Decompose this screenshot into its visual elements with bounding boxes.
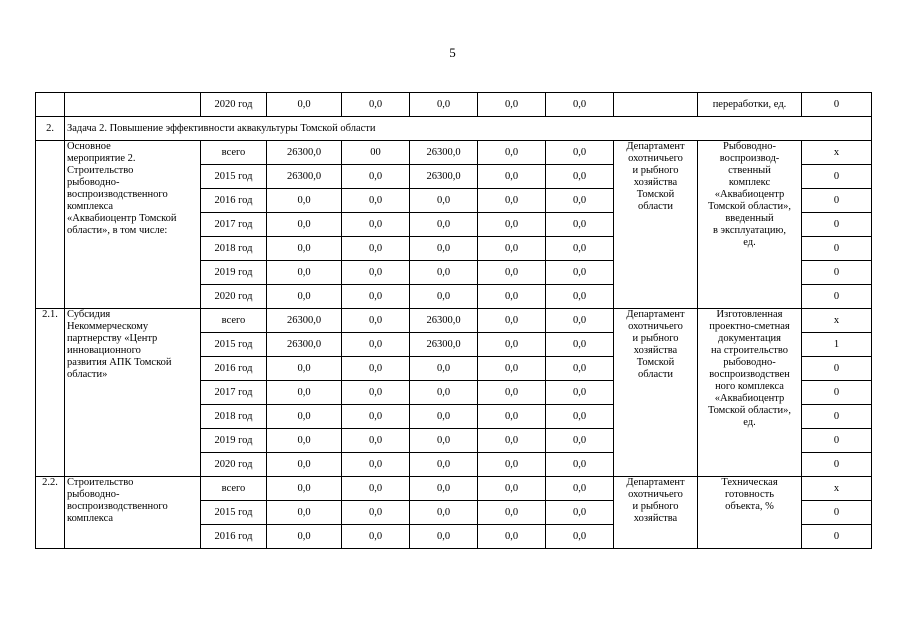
value-cell: 0,0 bbox=[546, 213, 614, 237]
indicator-value-cell: 0 bbox=[802, 213, 872, 237]
indicator-cell: Рыбоводно- воспроизвод- ственный комплекс «Аквабиоцентр Томской области», введенный в эксплуатацию, ед. bbox=[698, 141, 802, 309]
value-cell: 0,0 bbox=[410, 357, 478, 381]
value-cell: 0,0 bbox=[478, 237, 546, 261]
value-cell: 00 bbox=[342, 141, 410, 165]
value-cell: 0,0 bbox=[410, 189, 478, 213]
value-cell: 0,0 bbox=[410, 93, 478, 117]
table-row bbox=[36, 477, 872, 501]
activity-title: Строительство рыбоводно- воспроизводственного комплекса bbox=[65, 477, 201, 549]
program-table bbox=[35, 92, 872, 549]
value-cell: 26300,0 bbox=[410, 333, 478, 357]
value-cell: 0,0 bbox=[267, 453, 342, 477]
value-cell: 0,0 bbox=[267, 405, 342, 429]
value-cell: 0,0 bbox=[478, 213, 546, 237]
indicator-value-cell: 0 bbox=[802, 405, 872, 429]
year-cell: 2015 год bbox=[201, 333, 267, 357]
value-cell: 0,0 bbox=[342, 453, 410, 477]
task-row bbox=[36, 117, 872, 141]
year-cell: 2016 год bbox=[201, 189, 267, 213]
value-cell: 0,0 bbox=[342, 525, 410, 549]
year-cell: 2020 год bbox=[201, 453, 267, 477]
indicator-cell: Изготовленная проектно-сметная документация на строительство рыбоводно- воспроизводствен ного комплекса «Аквабиоцентр Томской области», ед. bbox=[698, 309, 802, 477]
value-cell: 0,0 bbox=[478, 525, 546, 549]
value-cell: 0,0 bbox=[342, 261, 410, 285]
indicator-cell: переработки, ед. bbox=[698, 93, 802, 117]
indicator-value-cell: 0 bbox=[802, 93, 872, 117]
activity-title: Основное мероприятие 2. Строительство рыбоводно- воспроизводственного комплекса «Аквабиоцентр Томской области», в том числе: bbox=[65, 141, 201, 309]
value-cell: 0,0 bbox=[267, 189, 342, 213]
value-cell: 0,0 bbox=[410, 453, 478, 477]
value-cell: 26300,0 bbox=[267, 333, 342, 357]
value-cell: 0,0 bbox=[342, 333, 410, 357]
value-cell: 0,0 bbox=[267, 213, 342, 237]
value-cell: 0,0 bbox=[546, 189, 614, 213]
value-cell: 0,0 bbox=[410, 285, 478, 309]
value-cell: 0,0 bbox=[478, 93, 546, 117]
value-cell: 0,0 bbox=[267, 93, 342, 117]
value-cell: 0,0 bbox=[410, 237, 478, 261]
value-cell: 0,0 bbox=[410, 477, 478, 501]
indicator-value-cell: 0 bbox=[802, 429, 872, 453]
value-cell: 0,0 bbox=[546, 501, 614, 525]
value-cell: 0,0 bbox=[410, 405, 478, 429]
indicator-value-cell: 0 bbox=[802, 189, 872, 213]
value-cell: 0,0 bbox=[342, 189, 410, 213]
indicator-value-cell: 0 bbox=[802, 237, 872, 261]
value-cell: 0,0 bbox=[478, 165, 546, 189]
value-cell: 26300,0 bbox=[410, 309, 478, 333]
value-cell: 0,0 bbox=[546, 333, 614, 357]
value-cell: 26300,0 bbox=[410, 165, 478, 189]
value-cell: 0,0 bbox=[546, 261, 614, 285]
department-cell bbox=[614, 93, 698, 117]
value-cell: 0,0 bbox=[478, 285, 546, 309]
value-cell: 0,0 bbox=[267, 285, 342, 309]
task-title: Задача 2. Повышение эффективности аквакультуры Томской области bbox=[65, 117, 872, 141]
year-cell: 2019 год bbox=[201, 261, 267, 285]
task-number: 2. bbox=[36, 117, 65, 141]
value-cell: 0,0 bbox=[342, 405, 410, 429]
value-cell: 0,0 bbox=[546, 429, 614, 453]
value-cell: 0,0 bbox=[342, 357, 410, 381]
indicator-value-cell: 0 bbox=[802, 285, 872, 309]
value-cell: 0,0 bbox=[546, 381, 614, 405]
value-cell: 0,0 bbox=[546, 405, 614, 429]
indicator-value-cell: 0 bbox=[802, 501, 872, 525]
value-cell: 0,0 bbox=[546, 141, 614, 165]
year-cell: 2015 год bbox=[201, 165, 267, 189]
indicator-value-cell: х bbox=[802, 309, 872, 333]
value-cell: 0,0 bbox=[267, 261, 342, 285]
indicator-value-cell: 0 bbox=[802, 453, 872, 477]
item-number: 2.1. bbox=[36, 309, 65, 477]
value-cell: 0,0 bbox=[267, 429, 342, 453]
year-cell: 2018 год bbox=[201, 405, 267, 429]
value-cell: 0,0 bbox=[410, 261, 478, 285]
value-cell: 0,0 bbox=[342, 429, 410, 453]
value-cell: 0,0 bbox=[478, 453, 546, 477]
value-cell: 0,0 bbox=[267, 237, 342, 261]
value-cell: 0,0 bbox=[478, 357, 546, 381]
value-cell: 0,0 bbox=[478, 189, 546, 213]
value-cell: 0,0 bbox=[546, 309, 614, 333]
value-cell: 0,0 bbox=[267, 381, 342, 405]
value-cell: 0,0 bbox=[478, 381, 546, 405]
value-cell: 0,0 bbox=[546, 357, 614, 381]
value-cell: 0,0 bbox=[546, 285, 614, 309]
value-cell: 0,0 bbox=[546, 165, 614, 189]
indicator-value-cell: х bbox=[802, 477, 872, 501]
value-cell: 0,0 bbox=[342, 213, 410, 237]
table-row bbox=[36, 309, 872, 333]
value-cell: 0,0 bbox=[342, 237, 410, 261]
indicator-cell: Техническая готовность объекта, % bbox=[698, 477, 802, 549]
value-cell: 0,0 bbox=[267, 357, 342, 381]
value-cell: 0,0 bbox=[267, 525, 342, 549]
value-cell: 0,0 bbox=[342, 477, 410, 501]
number-cell bbox=[36, 93, 65, 117]
value-cell: 0,0 bbox=[546, 93, 614, 117]
value-cell: 0,0 bbox=[342, 165, 410, 189]
value-cell: 0,0 bbox=[410, 213, 478, 237]
activity-title: Субсидия Некоммерческому партнерству «Центр инновационного развития АПК Томской области» bbox=[65, 309, 201, 477]
indicator-value-cell: 0 bbox=[802, 357, 872, 381]
value-cell: 0,0 bbox=[342, 381, 410, 405]
value-cell: 0,0 bbox=[478, 501, 546, 525]
year-cell: 2015 год bbox=[201, 501, 267, 525]
value-cell: 26300,0 bbox=[267, 309, 342, 333]
department-cell: Департамент охотничьего и рыбного хозяйства Томской области bbox=[614, 141, 698, 309]
department-cell: Департамент охотничьего и рыбного хозяйства Томской области bbox=[614, 309, 698, 477]
value-cell: 26300,0 bbox=[410, 141, 478, 165]
value-cell: 0,0 bbox=[546, 453, 614, 477]
value-cell: 0,0 bbox=[478, 405, 546, 429]
value-cell: 0,0 bbox=[546, 237, 614, 261]
year-cell: всего bbox=[201, 477, 267, 501]
value-cell: 26300,0 bbox=[267, 165, 342, 189]
year-cell: 2020 год bbox=[201, 93, 267, 117]
year-cell: 2020 год bbox=[201, 285, 267, 309]
item-number: 2.2. bbox=[36, 477, 65, 549]
table-row bbox=[36, 93, 872, 117]
page-number: 5 bbox=[449, 45, 456, 60]
indicator-value-cell: 0 bbox=[802, 525, 872, 549]
year-cell: 2019 год bbox=[201, 429, 267, 453]
value-cell: 0,0 bbox=[267, 501, 342, 525]
year-cell: 2018 год bbox=[201, 237, 267, 261]
indicator-value-cell: х bbox=[802, 141, 872, 165]
value-cell: 0,0 bbox=[478, 429, 546, 453]
table-row bbox=[36, 141, 872, 165]
indicator-value-cell: 0 bbox=[802, 261, 872, 285]
value-cell: 0,0 bbox=[478, 333, 546, 357]
item-number bbox=[36, 141, 65, 309]
value-cell: 0,0 bbox=[410, 381, 478, 405]
value-cell: 0,0 bbox=[342, 501, 410, 525]
value-cell: 0,0 bbox=[478, 261, 546, 285]
year-cell: всего bbox=[201, 141, 267, 165]
department-cell: Департамент охотничьего и рыбного хозяйства bbox=[614, 477, 698, 549]
title-cell bbox=[65, 93, 201, 117]
indicator-value-cell: 0 bbox=[802, 381, 872, 405]
indicator-value-cell: 0 bbox=[802, 165, 872, 189]
indicator-value-cell: 1 bbox=[802, 333, 872, 357]
year-cell: 2017 год bbox=[201, 381, 267, 405]
value-cell: 0,0 bbox=[342, 93, 410, 117]
year-cell: 2017 год bbox=[201, 213, 267, 237]
value-cell: 0,0 bbox=[410, 429, 478, 453]
value-cell: 0,0 bbox=[410, 501, 478, 525]
value-cell: 0,0 bbox=[342, 285, 410, 309]
year-cell: 2016 год bbox=[201, 525, 267, 549]
value-cell: 0,0 bbox=[342, 309, 410, 333]
value-cell: 0,0 bbox=[410, 525, 478, 549]
year-cell: всего bbox=[201, 309, 267, 333]
value-cell: 0,0 bbox=[478, 477, 546, 501]
value-cell: 0,0 bbox=[478, 309, 546, 333]
value-cell: 0,0 bbox=[267, 477, 342, 501]
value-cell: 26300,0 bbox=[267, 141, 342, 165]
value-cell: 0,0 bbox=[546, 525, 614, 549]
value-cell: 0,0 bbox=[546, 477, 614, 501]
year-cell: 2016 год bbox=[201, 357, 267, 381]
value-cell: 0,0 bbox=[478, 141, 546, 165]
